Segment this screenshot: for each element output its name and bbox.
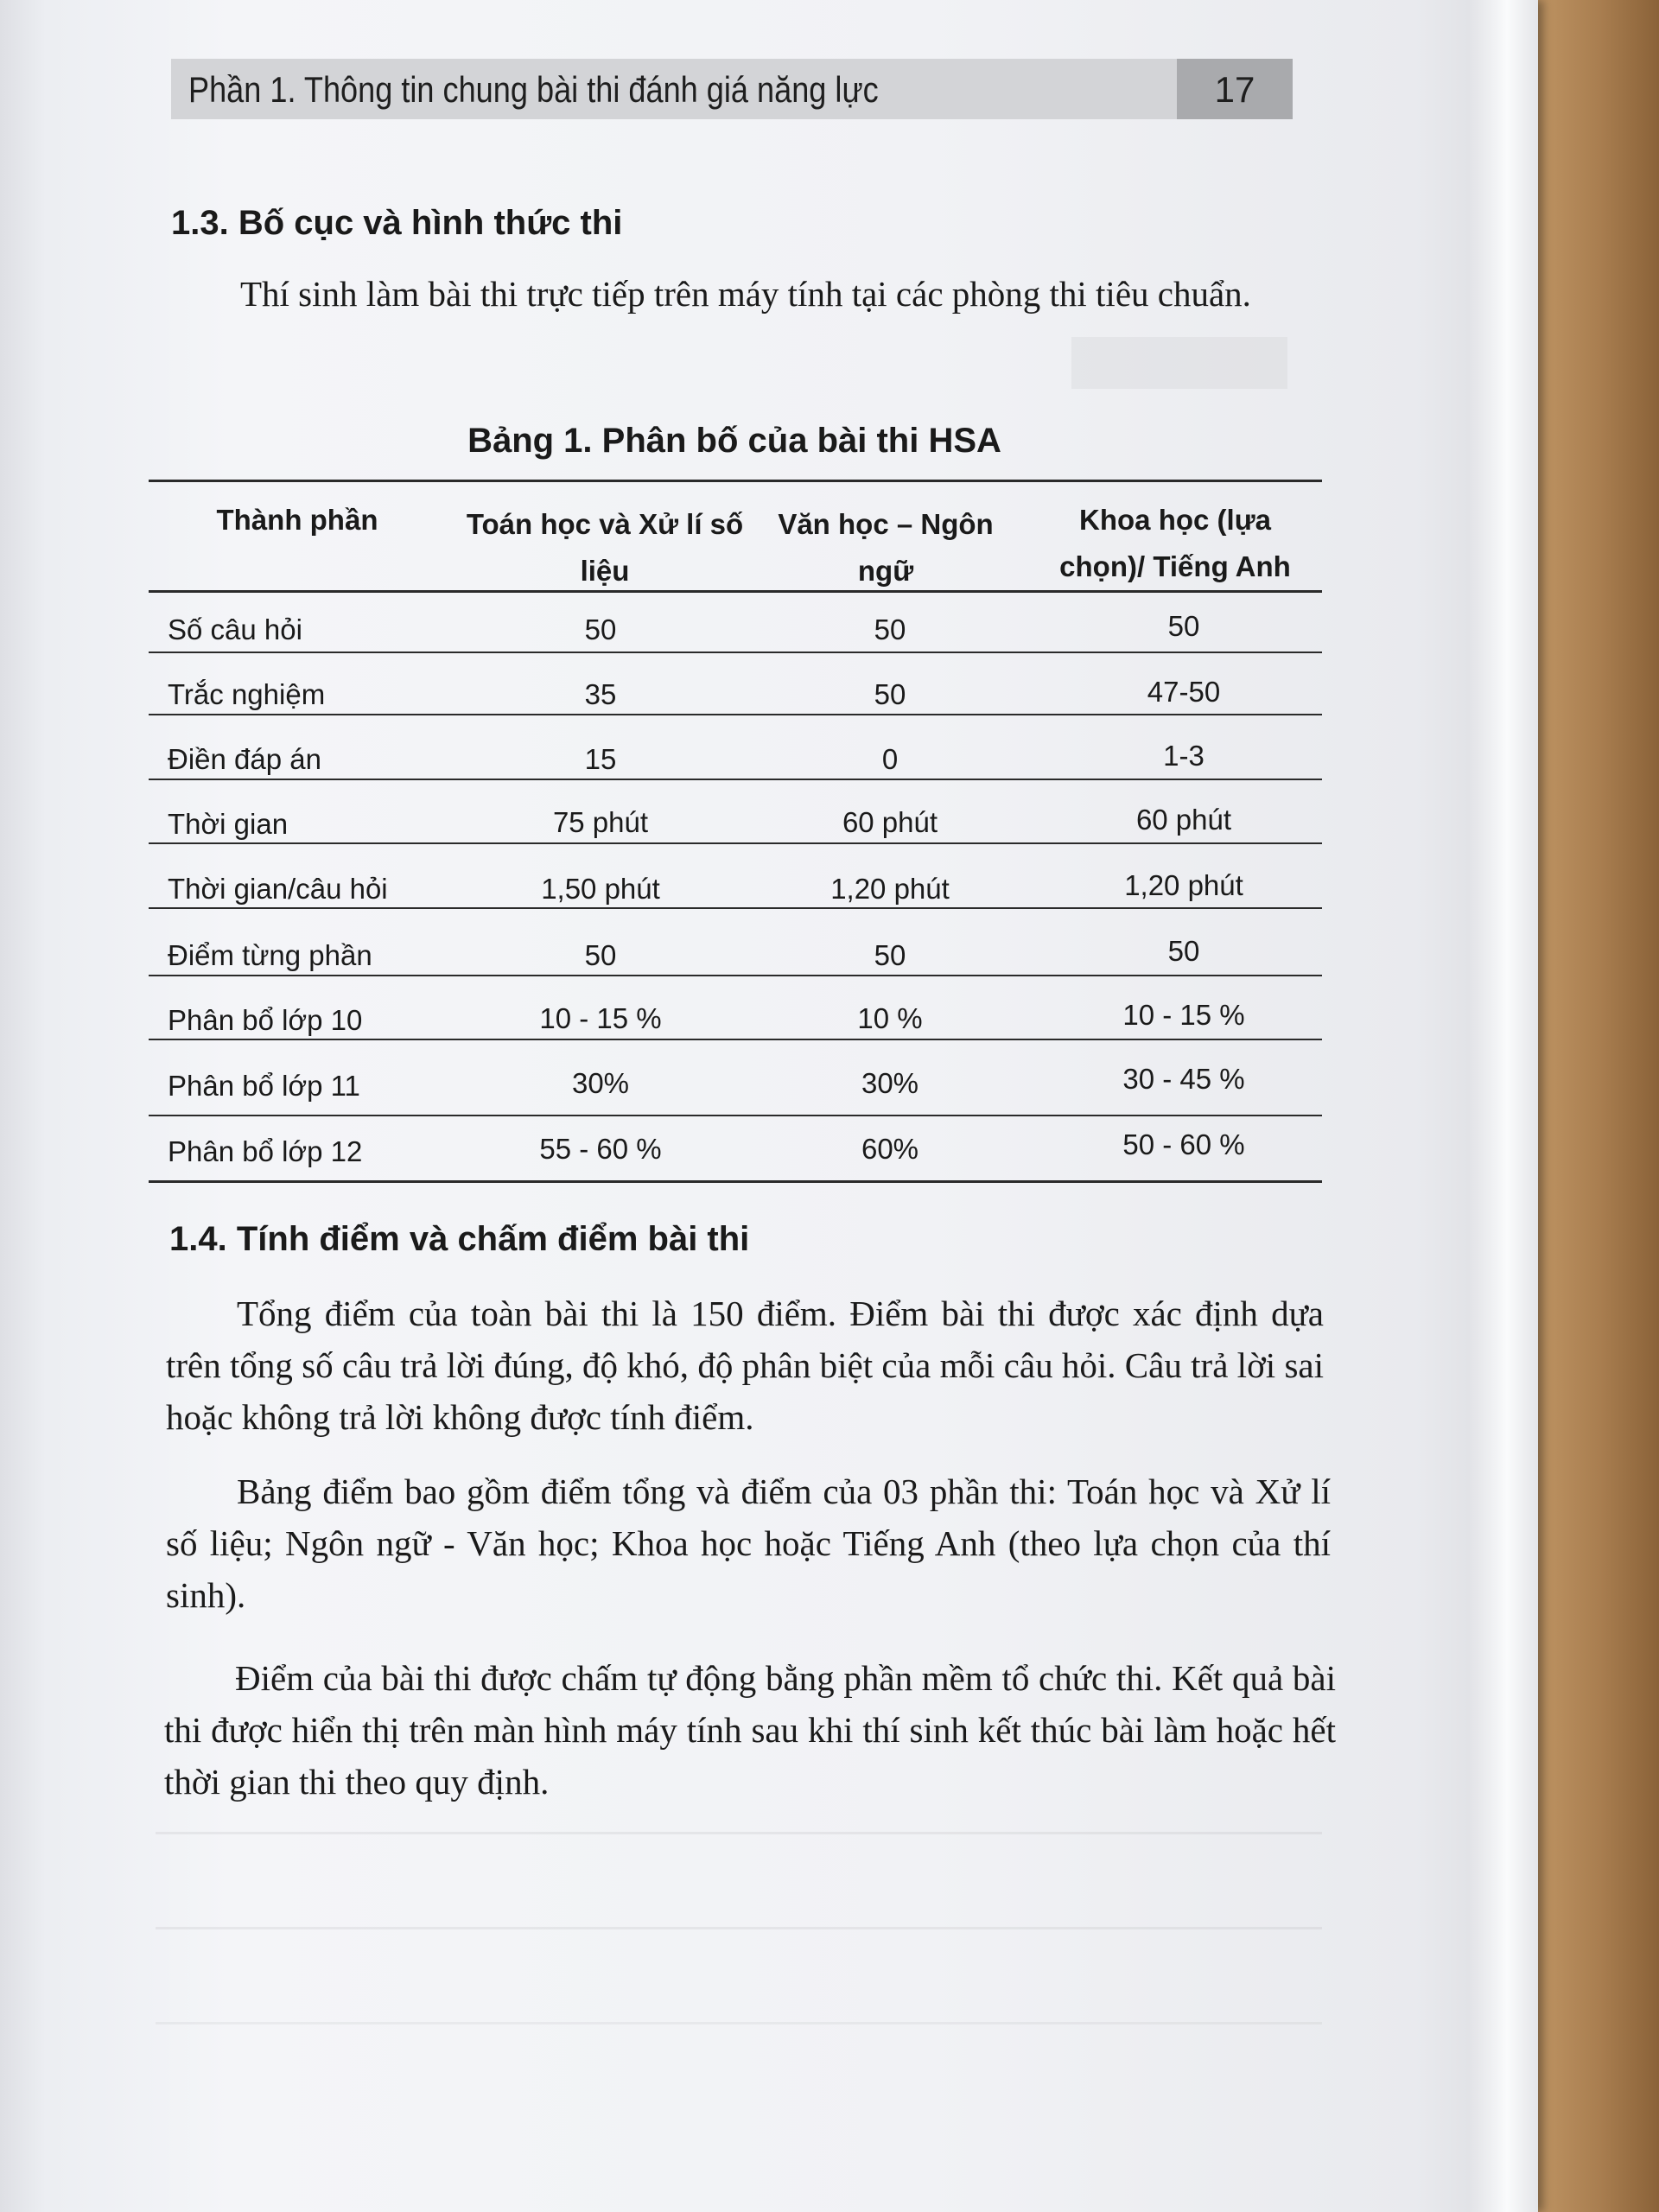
table-cell: 10 - 15 % <box>539 1002 662 1034</box>
table-row-rule <box>149 1039 1322 1040</box>
table-header-cell: Khoa học (lựa chọn)/ Tiếng Anh <box>1059 504 1291 582</box>
show-through-shadow <box>156 2022 1322 2024</box>
page-edge <box>1469 0 1538 2212</box>
table-row-rule <box>149 652 1322 653</box>
show-through-shadow <box>1071 337 1287 389</box>
table-row-label: Thời gian/câu hỏi <box>168 873 388 905</box>
table-bottom-rule <box>149 1180 1322 1183</box>
table-row-rule <box>149 907 1322 909</box>
page-number: 17 <box>1214 69 1255 110</box>
table-cell: 50 <box>874 613 906 645</box>
table-row-rule <box>149 1115 1322 1116</box>
table-row-label: Trắc nghiệm <box>168 678 326 710</box>
table-cell: 10 % <box>857 1002 923 1034</box>
table-cell: 60 phút <box>1135 804 1232 836</box>
table-row-label: Phân bổ lớp 11 <box>168 1070 360 1102</box>
section-heading-1-3: 1.3. Bố cục và hình thức thi <box>171 204 623 242</box>
table-cell: 60 phút <box>842 806 938 838</box>
table-row-label: Điểm từng phần <box>168 939 372 971</box>
table-row-rule <box>149 975 1322 976</box>
table-row-label: Số câu hỏi <box>168 613 302 645</box>
table-cell: 50 <box>874 678 906 710</box>
table-cell: 50 <box>1167 935 1200 967</box>
table-row-rule <box>149 779 1322 780</box>
table-row-rule <box>149 842 1322 844</box>
table-row-label: Phân bổ lớp 12 <box>168 1135 363 1167</box>
running-header-title: Phần 1. Thông tin chung bài thi đánh giá năng lực <box>188 69 879 110</box>
table-cell: 55 - 60 % <box>539 1133 662 1165</box>
table-cell: 10 - 15 % <box>1122 999 1245 1031</box>
table-cell: 30% <box>571 1067 630 1099</box>
table-cell: 0 <box>881 743 899 775</box>
table-cell: 60% <box>861 1133 919 1165</box>
table-header-cell: Thành phần <box>216 504 378 536</box>
table-cell: 47-50 <box>1147 676 1221 708</box>
table-cell: 15 <box>584 743 617 775</box>
section-1-4-paragraph: Bảng điểm bao gồm điểm tổng và điểm của 03 phần thi: Toán học và Xử lí số liệu; Ngôn ngữ - Văn học; Khoa học hoặc Tiếng Anh (theo lựa chọn của thí sinh). <box>166 1471 1331 1615</box>
table-cell: 50 <box>1167 610 1200 642</box>
table-cell: 35 <box>584 678 617 710</box>
table-row-label: Điền đáp án <box>168 743 321 775</box>
table-cell: 1,20 phút <box>830 873 950 905</box>
table-header-cell: Toán học và Xử lí số liệu <box>466 508 744 587</box>
table-cell: 1-3 <box>1163 740 1205 772</box>
table-header-rule <box>149 590 1322 593</box>
table-cell: 30 - 45 % <box>1122 1063 1245 1095</box>
table-cell: 1,50 phút <box>541 873 660 905</box>
table-row-rule <box>149 714 1322 715</box>
table-top-rule <box>149 480 1322 482</box>
table-header-cell: Văn học – Ngôn ngữ <box>778 508 994 587</box>
table-cell: 50 <box>874 939 906 971</box>
table-cell: 50 <box>584 613 617 645</box>
table-cell: 50 <box>584 939 617 971</box>
table-cell: 75 phút <box>552 806 649 838</box>
section-heading-1-4: 1.4. Tính điểm và chấm điểm bài thi <box>169 1220 750 1258</box>
table-row-label: Phân bổ lớp 10 <box>168 1004 363 1036</box>
section-1-4-paragraph: Tổng điểm của toàn bài thi là 150 điểm. Điểm bài thi được xác định dựa trên tổng số câu trả lời đúng, độ khó, độ phân biệt của mỗi câu hỏi. Câu trả lời sai hoặc không trả lời không được tính điểm. <box>166 1294 1324 1437</box>
section-1-4-paragraph: Điểm của bài thi được chấm tự động bằng phần mềm tổ chức thi. Kết quả bài thi được hiển thị trên màn hình máy tính sau khi thí sinh kết thúc bài làm hoặc hết thời gian thi theo quy định. <box>164 1658 1336 1802</box>
show-through-shadow <box>156 1927 1322 1929</box>
show-through-shadow <box>156 1832 1322 1834</box>
section-1-3-paragraph: Thí sinh làm bài thi trực tiếp trên máy tính tại các phòng thi tiêu chuẩn. <box>240 274 1251 314</box>
table-cell: 50 - 60 % <box>1122 1128 1245 1160</box>
table-cell: 30% <box>861 1067 919 1099</box>
table-row-label: Thời gian <box>168 808 289 840</box>
table-cell: 1,20 phút <box>1124 869 1243 901</box>
table-caption: Bảng 1. Phân bố của bài thi HSA <box>467 422 1001 460</box>
